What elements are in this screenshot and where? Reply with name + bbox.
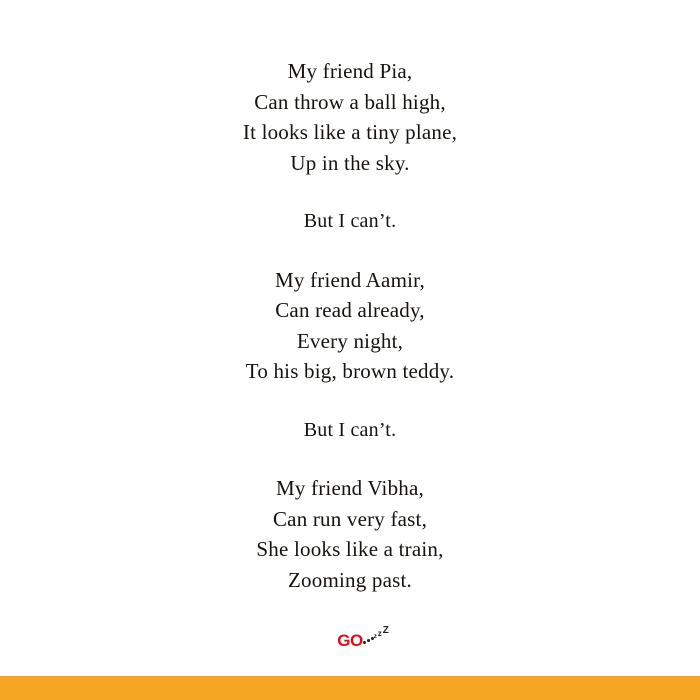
poem-stanza bbox=[0, 265, 700, 387]
publisher-logo bbox=[0, 625, 700, 658]
logo-z-small: z bbox=[373, 634, 377, 640]
poem-stanza bbox=[0, 415, 700, 446]
logo-z-big: Z bbox=[382, 625, 389, 636]
poem-line: But I can’t. bbox=[303, 418, 397, 441]
poem-line: Up in the sky. bbox=[290, 150, 410, 175]
poem-body bbox=[0, 56, 700, 595]
poem-line: Every night, bbox=[296, 328, 404, 353]
logo-inner bbox=[337, 625, 389, 650]
poem-stanza bbox=[0, 56, 700, 178]
sleep-zzz-icon bbox=[363, 625, 389, 646]
poem-line: To his big, brown teddy. bbox=[245, 359, 455, 383]
logo-z-mid: z bbox=[377, 629, 382, 638]
poem-line: My friend Aamir, bbox=[275, 267, 425, 292]
poem-stanza bbox=[0, 473, 700, 595]
poem-line: Can read already, bbox=[275, 298, 425, 322]
poem-line: My friend Pia, bbox=[287, 59, 413, 83]
poem-line: Zooming past. bbox=[288, 567, 412, 592]
poem-line: But I can’t. bbox=[303, 210, 397, 232]
poem-line: My friend Vibha, bbox=[276, 476, 424, 500]
poem-stanza bbox=[0, 206, 700, 237]
poem-line: Can throw a ball high, bbox=[254, 89, 446, 114]
logo-dot bbox=[363, 641, 366, 644]
poem-line: She looks like a train, bbox=[256, 537, 444, 561]
poem-line: Can run very fast, bbox=[272, 506, 428, 531]
logo-wordmark: GO bbox=[337, 631, 363, 650]
footer-accent-bar bbox=[0, 676, 700, 700]
logo-dot bbox=[367, 639, 370, 642]
poem-line: It looks like a tiny plane, bbox=[242, 120, 458, 144]
